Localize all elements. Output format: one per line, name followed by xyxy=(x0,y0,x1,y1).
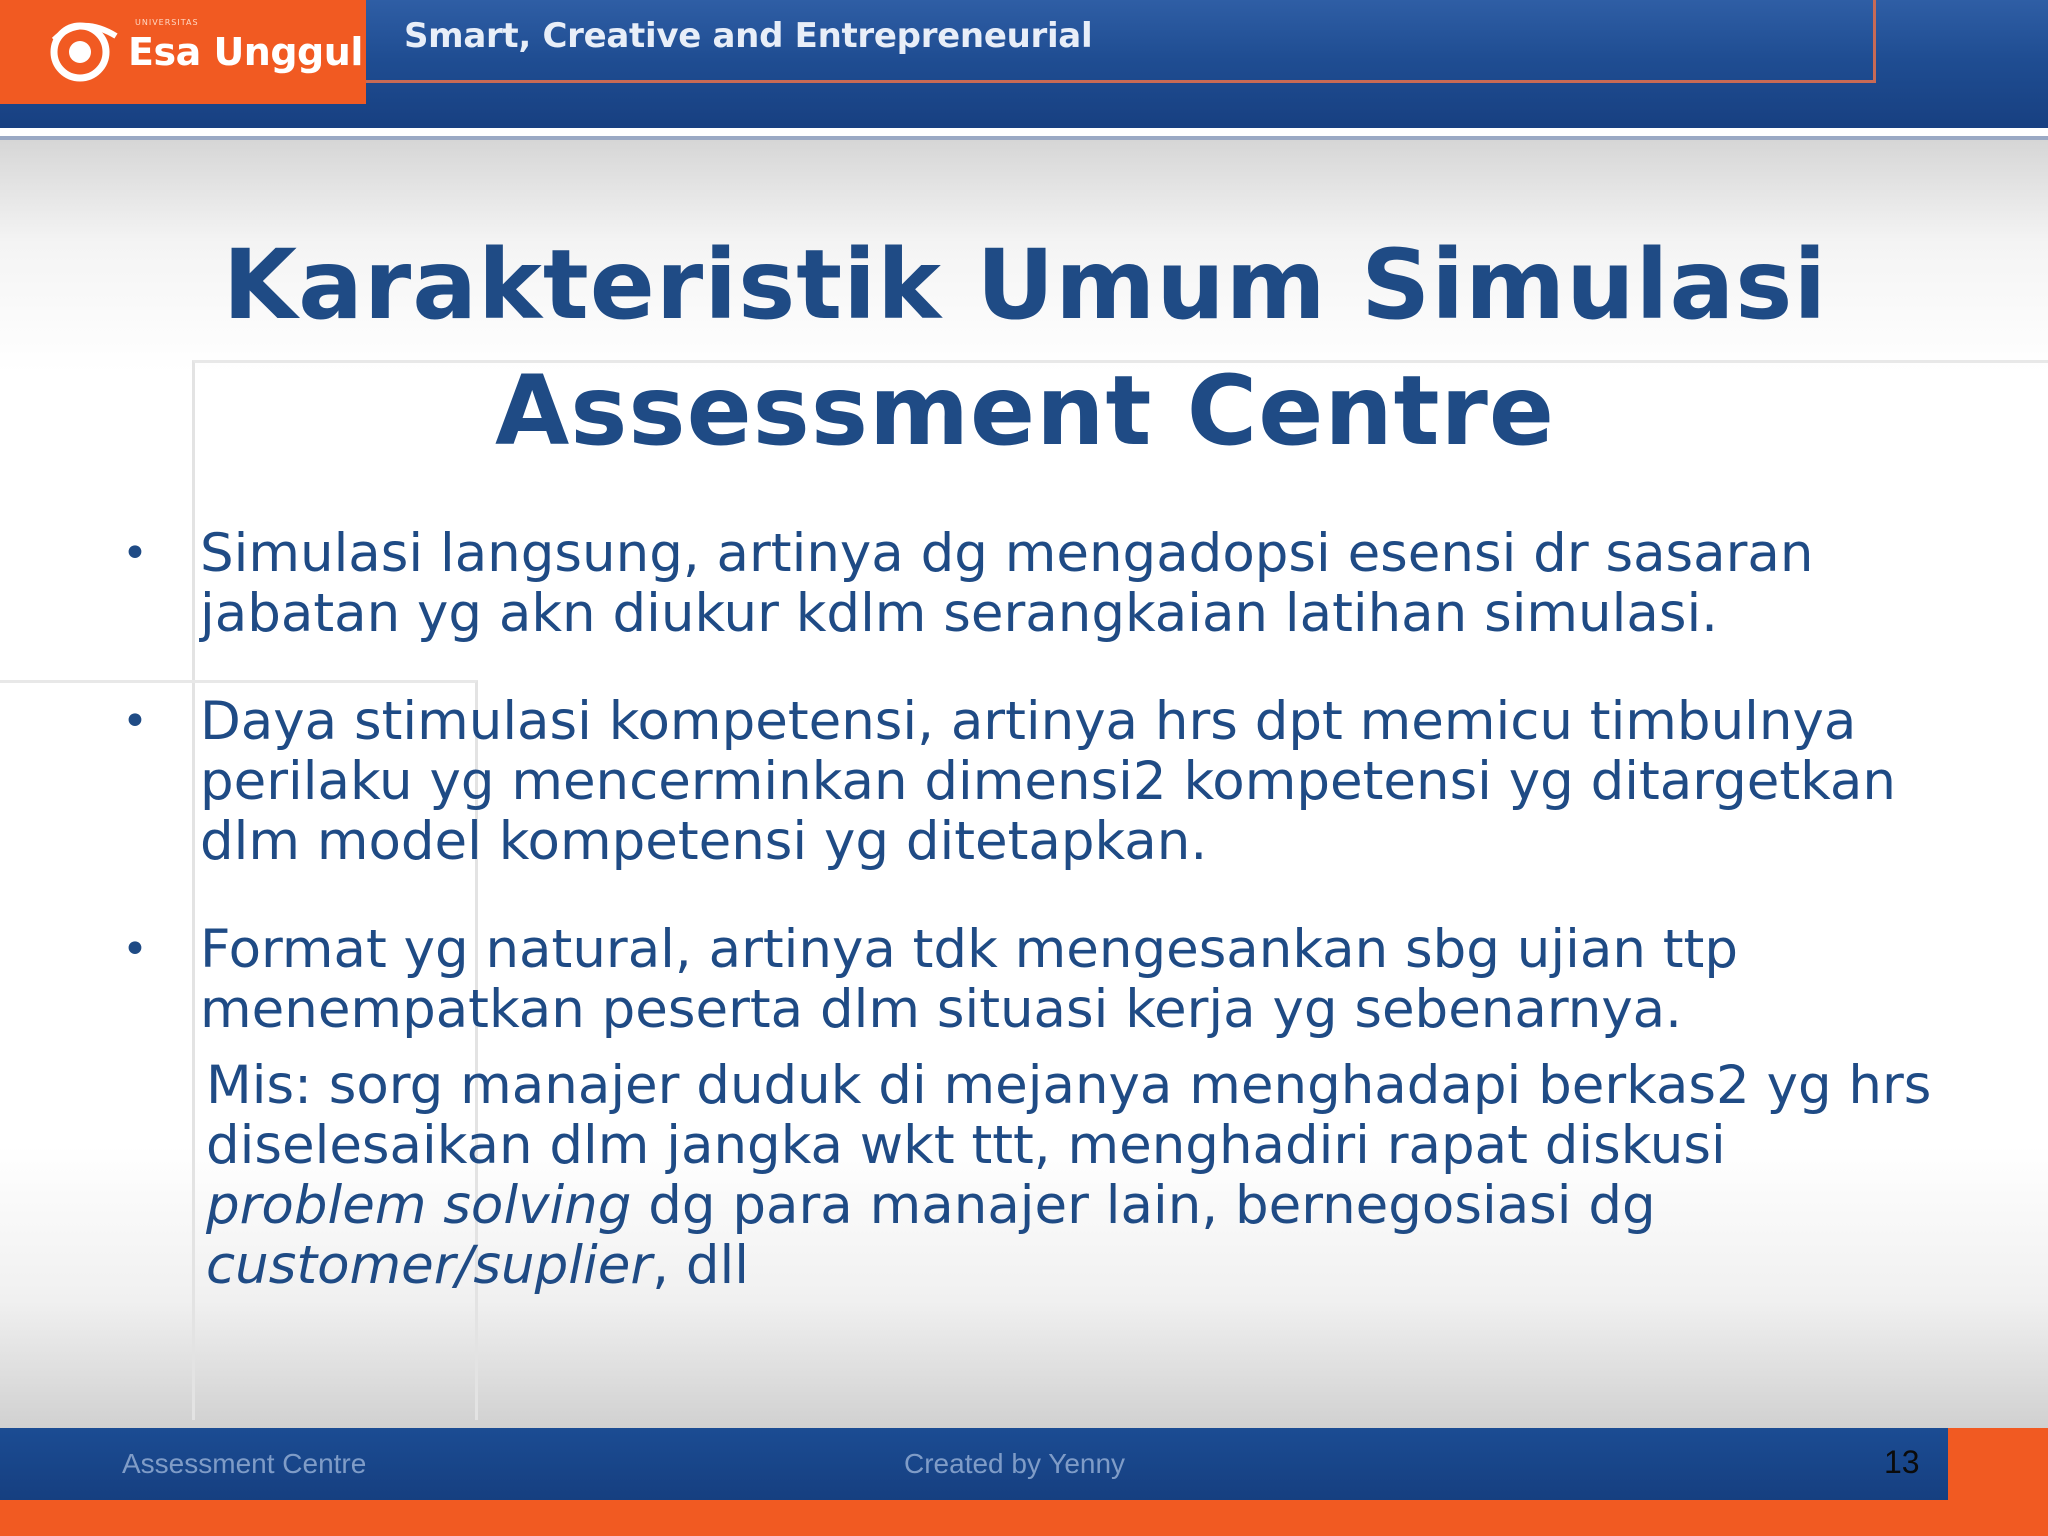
bullet-marker: • xyxy=(122,924,148,975)
tagline-underline xyxy=(366,80,1876,83)
bullet-item xyxy=(120,692,1940,872)
example-paragraph xyxy=(120,1056,1940,1296)
bullet-text: Format yg natural, artinya tdk mengesankan sbg ujian ttp menempatkan peserta dlm situasi kerja yg sebenarnya. xyxy=(200,919,1738,1040)
logo-small-label: UNIVERSITAS xyxy=(135,18,199,27)
header-divider xyxy=(0,128,2048,136)
bullet-item xyxy=(120,920,1940,1040)
bullet-marker: • xyxy=(122,696,148,747)
tagline: Smart, Creative and Entrepreneurial xyxy=(404,16,1093,56)
footer-accent-right xyxy=(1948,1428,2048,1500)
example-text-3: , dll xyxy=(652,1235,749,1296)
slide-title-line-2: Assessment Centre xyxy=(494,355,1555,467)
example-text-2: dg para manajer lain, bernegosiasi dg xyxy=(631,1175,1656,1236)
example-text-1: Mis: sorg manajer duduk di mejanya menghadapi berkas2 yg hrs diselesaikan dlm jangka wkt ttt, menghadiri rapat diskusi xyxy=(206,1055,1932,1176)
university-logo xyxy=(0,0,366,104)
bullet-marker: • xyxy=(122,528,148,579)
footer-course-title: Assessment Centre xyxy=(122,1448,367,1479)
logo-text: Esa Unggul xyxy=(128,30,363,74)
footer-accent-bottom xyxy=(0,1500,2048,1536)
logo-swirl-icon xyxy=(46,18,124,84)
bullet-item xyxy=(120,524,1940,644)
footer-author: Created by Yenny xyxy=(904,1448,1126,1479)
example-italic-1: problem solving xyxy=(206,1175,632,1236)
bullet-text: Simulasi langsung, artinya dg mengadopsi esensi dr sasaran jabatan yg akn diukur kdlm serangkaian latihan simulasi. xyxy=(200,523,1814,644)
slide-title xyxy=(180,222,1870,474)
bullet-text: Daya stimulasi kompetensi, artinya hrs dpt memicu timbulnya perilaku yg mencerminkan dimensi2 kompetensi yg ditargetkan dlm model kompetensi yg ditetapkan. xyxy=(200,691,1896,872)
example-italic-2: customer/suplier xyxy=(206,1235,653,1296)
slide-title-line-1: Karakteristik Umum Simulasi xyxy=(222,229,1828,341)
page-number: 13 xyxy=(1884,1444,1920,1480)
slide-content xyxy=(120,524,1940,1296)
tagline-end-mark xyxy=(1873,0,1876,83)
